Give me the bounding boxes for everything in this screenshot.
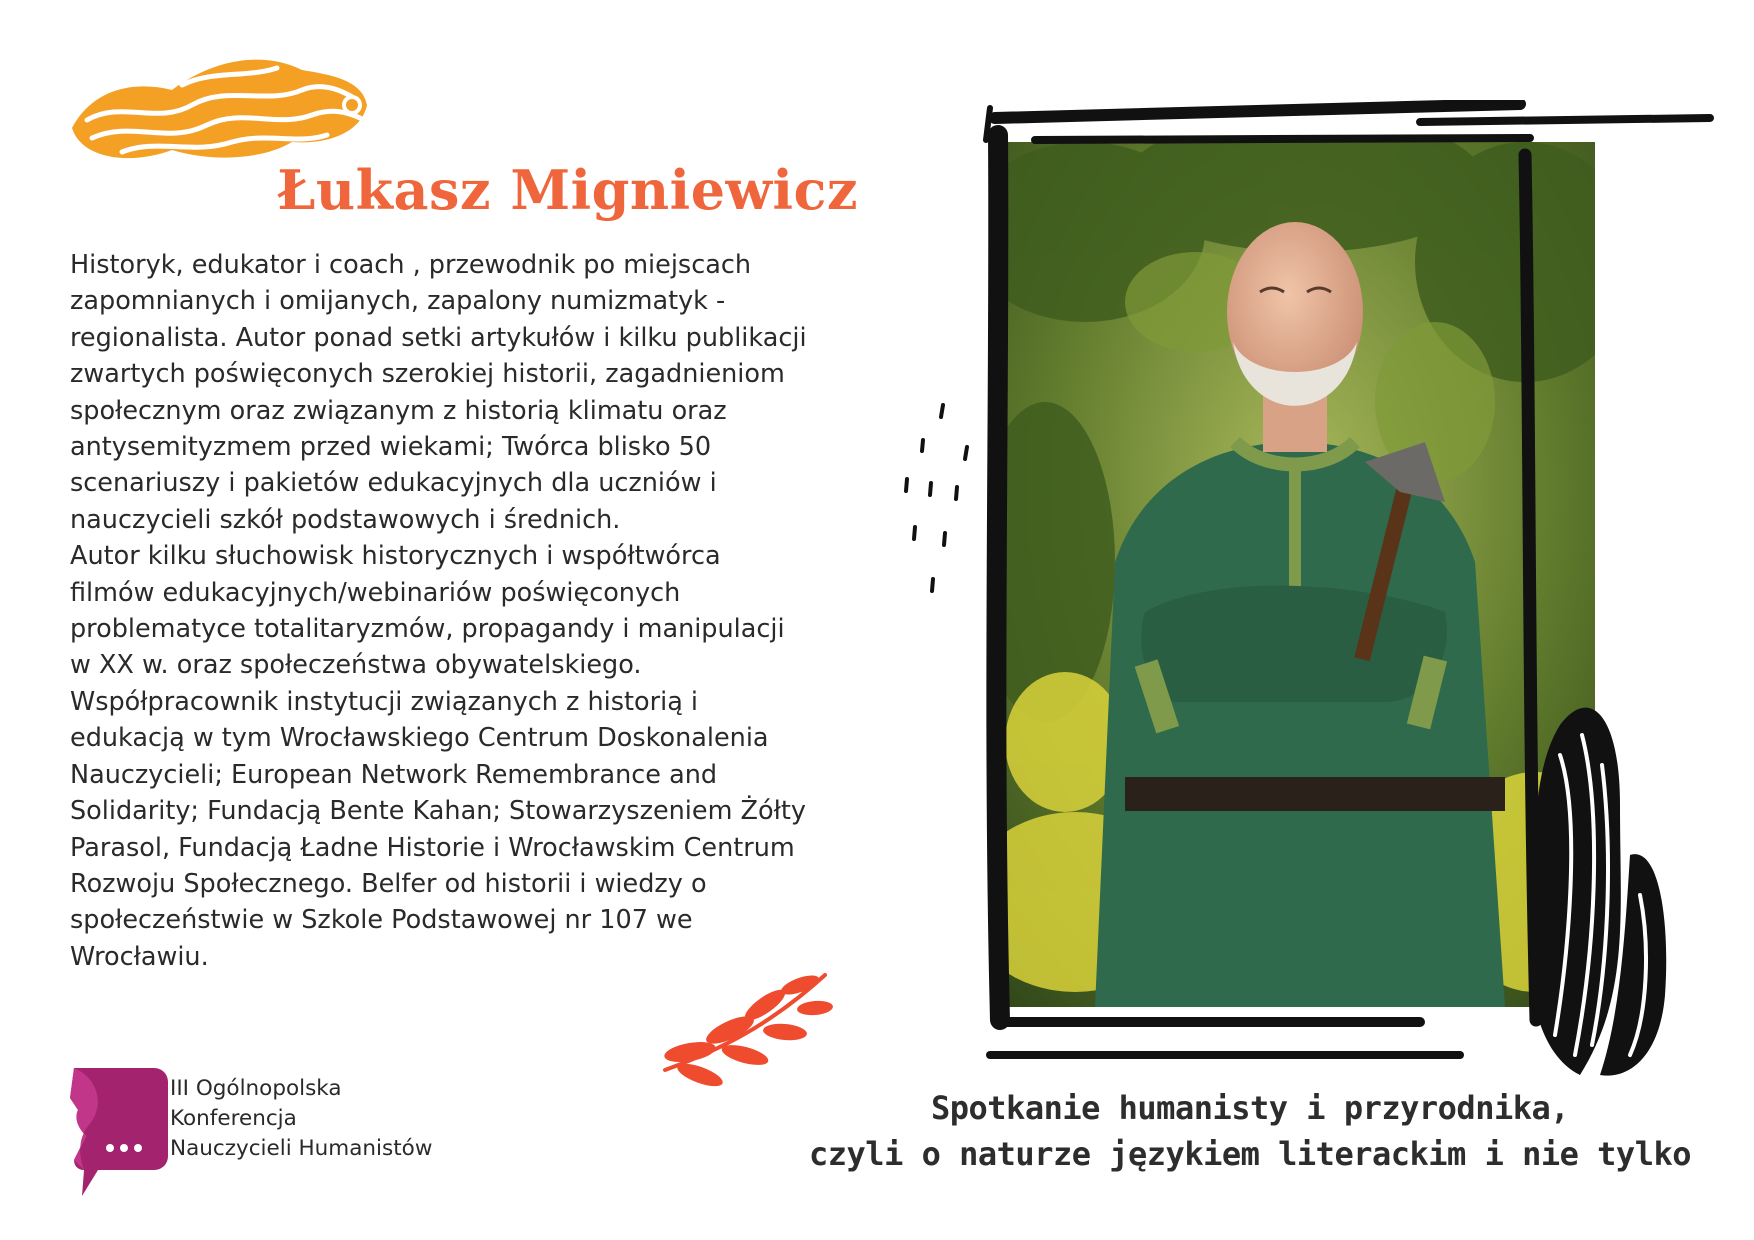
conference-name	[170, 1074, 432, 1164]
bio-line: nauczycieli szkół podstawowych i średnich.	[70, 504, 621, 535]
bio-line: społecznym oraz związanym z historią klimatu oraz	[70, 395, 727, 426]
head-speech-bubble-icon	[68, 1068, 168, 1196]
session-title-line: czyli o naturze językiem literackim i nie tylko	[809, 1135, 1691, 1173]
session-title-line: Spotkanie humanisty i przyrodnika,	[930, 1089, 1570, 1127]
conference-name-line: Nauczycieli Humanistów	[170, 1136, 433, 1161]
bio-line: Autor kilku słuchowisk historycznych i współtwórca	[70, 541, 721, 572]
bio-line: edukacją w tym Wrocławskiego Centrum Doskonalenia	[70, 723, 769, 754]
bio-line: filmów edukacyjnych/webinariów poświęconych	[70, 577, 681, 608]
wave-ornament-icon	[62, 50, 372, 170]
bio-line: Nauczycieli; European Network Remembrance and	[70, 759, 718, 790]
speaker-bio	[70, 247, 860, 975]
conference-name-line: Konferencja	[170, 1106, 297, 1131]
bio-line: scenariuszy i pakietów edukacyjnych dla uczniów i	[70, 468, 717, 499]
speaker-name: Łukasz Migniewicz	[277, 158, 859, 222]
session-title	[800, 1085, 1700, 1177]
conference-name-line: III Ogólnopolska	[170, 1076, 342, 1101]
bio-line: zwartych poświęconych szerokiej historii, zagadnieniom	[70, 359, 785, 390]
drops-ornament-icon	[895, 395, 975, 605]
leaf-branch-icon	[660, 970, 835, 1090]
bio-line: Historyk, edukator i coach , przewodnik po miejscach	[70, 250, 752, 280]
bio-line: regionalista. Autor ponad setki artykułów i kilku publikacji	[70, 322, 807, 353]
bio-line: zapomnianych i omijanych, zapalony numizmatyk -	[70, 286, 726, 317]
striped-stone-icon	[1520, 695, 1670, 1080]
bio-line: Współpracownik instytucji związanych z historią i	[70, 686, 699, 717]
bio-line: w XX w. oraz społeczeństwa obywatelskiego.	[70, 650, 642, 681]
bio-line: Parasol, Fundacją Ładne Historie i Wrocławskim Centrum	[70, 832, 795, 863]
bio-line: Wrocławiu.	[70, 941, 209, 972]
bio-line: antysemityzmem przed wiekami; Twórca blisko 50	[70, 432, 712, 463]
bio-line: problematyce totalitaryzmów, propagandy i manipulacji	[70, 614, 785, 645]
bio-line: społeczeństwie w Szkole Podstawowej nr 107 we	[70, 905, 693, 936]
bio-line: Rozwoju Społecznego. Belfer od historii i wiedzy o	[70, 868, 707, 899]
bio-line: Solidarity; Fundacją Bente Kahan; Stowarzyszeniem Żółty	[70, 796, 806, 827]
